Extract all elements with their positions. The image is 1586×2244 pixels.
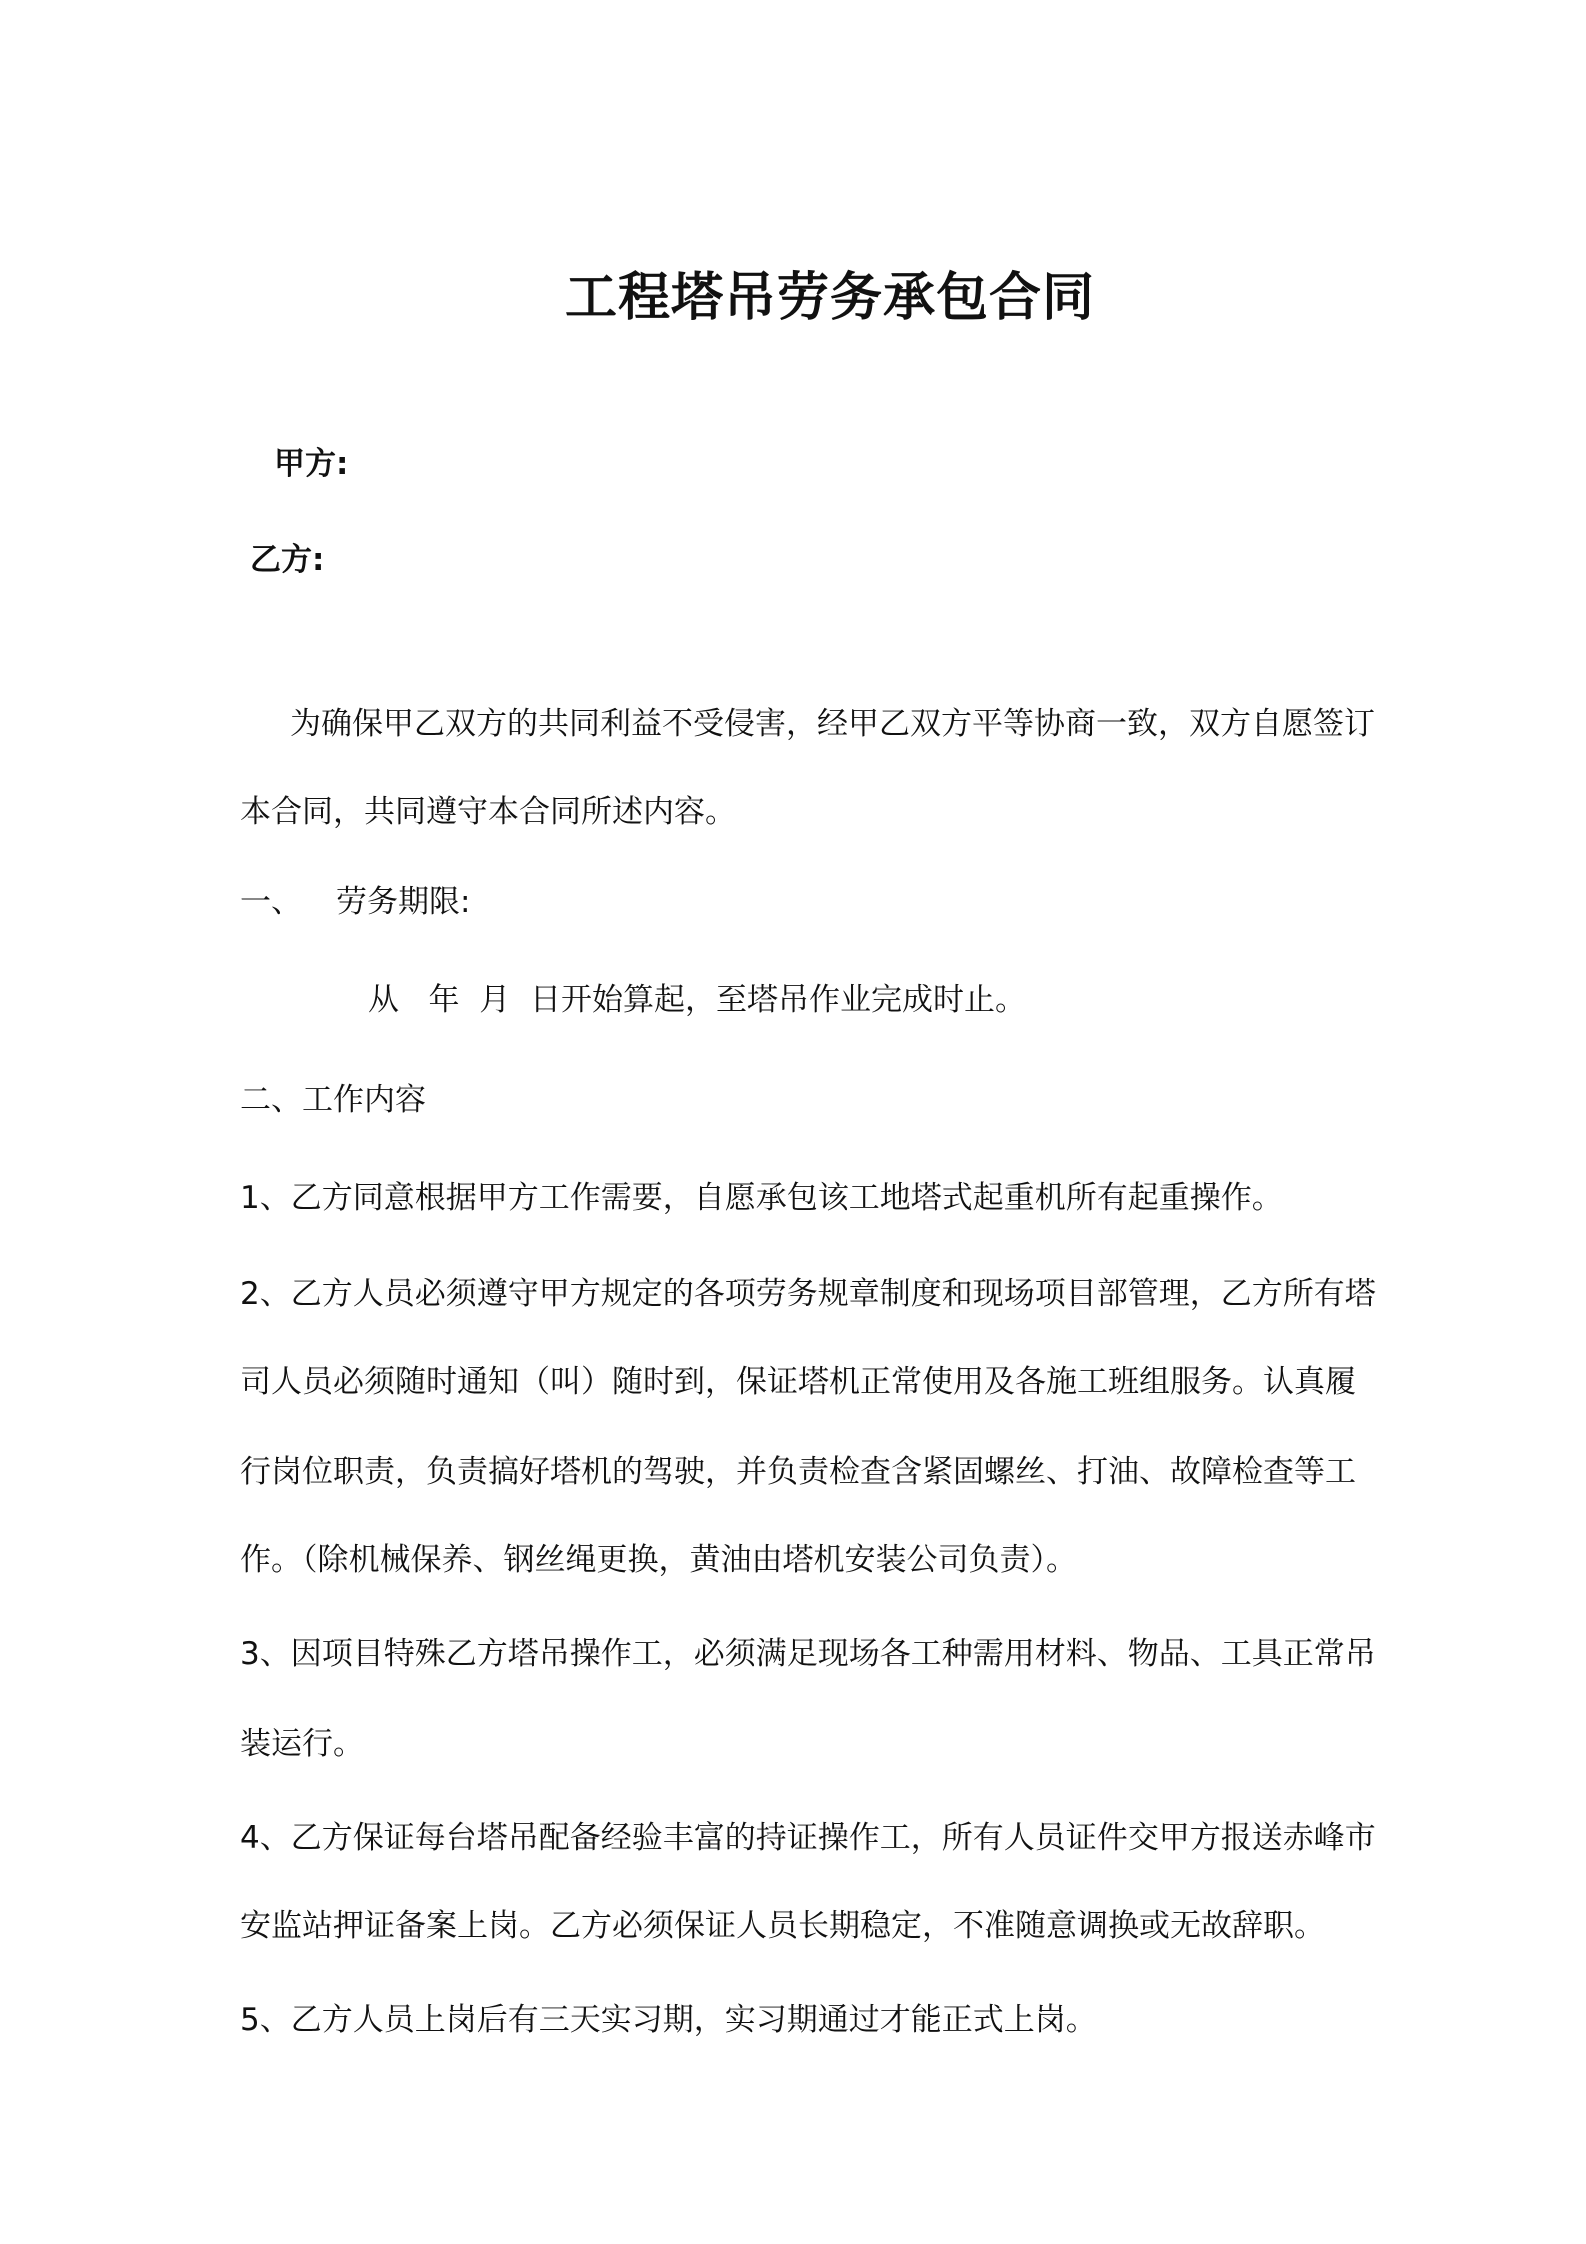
document-title: 工程塔吊劳务承包合同 (564, 268, 1095, 328)
item-3-line-2: 装运行。 (240, 1726, 364, 1762)
intro-line-1: 为确保甲乙双方的共同利益不受侵害，经甲乙双方平等协商一致，双方自愿签订 (290, 706, 1375, 742)
item-2-line-4: 作。（除机械保养、钢丝绳更换，黄油由塔机安装公司负责）。 (240, 1542, 1077, 1578)
item-2-line-1: 2、乙方人员必须遵守甲方规定的各项劳务规章制度和现场项目部管理，乙方所有塔 (240, 1276, 1376, 1312)
section-2-heading: 二、工作内容 (240, 1082, 426, 1118)
party-b-label: 乙方: (250, 542, 325, 578)
item-4-line-2: 安监站押证备案上岗。乙方必须保证人员长期稳定，不准随意调换或无故辞职。 (240, 1908, 1325, 1944)
item-3-line-1: 3、因项目特殊乙方塔吊操作工，必须满足现场各工种需用材料、物品、工具正常吊 (240, 1636, 1376, 1672)
item-2-line-2: 司人员必须随时通知（叫）随时到，保证塔机正常使用及各施工班组服务。认真履 (240, 1364, 1356, 1400)
party-a-label: 甲方: (274, 446, 349, 482)
section-1-heading: 劳务期限: (336, 884, 471, 920)
item-2-line-3: 行岗位职责，负责搞好塔机的驾驶，并负责检查含紧固螺丝、打油、故障检查等工 (240, 1454, 1356, 1490)
section-1-body: 从 年 月 日开始算起，至塔吊作业完成时止。 (368, 982, 1026, 1018)
intro-line-2: 本合同，共同遵守本合同所述内容。 (240, 794, 736, 830)
item-1-line-1: 1、乙方同意根据甲方工作需要，自愿承包该工地塔式起重机所有起重操作。 (240, 1180, 1283, 1216)
item-5-line-1: 5、乙方人员上岗后有三天实习期，实习期通过才能正式上岗。 (240, 2002, 1097, 2038)
section-1-number: 一、 (240, 884, 302, 920)
item-4-line-1: 4、乙方保证每台塔吊配备经验丰富的持证操作工，所有人员证件交甲方报送赤峰市 (240, 1820, 1376, 1856)
